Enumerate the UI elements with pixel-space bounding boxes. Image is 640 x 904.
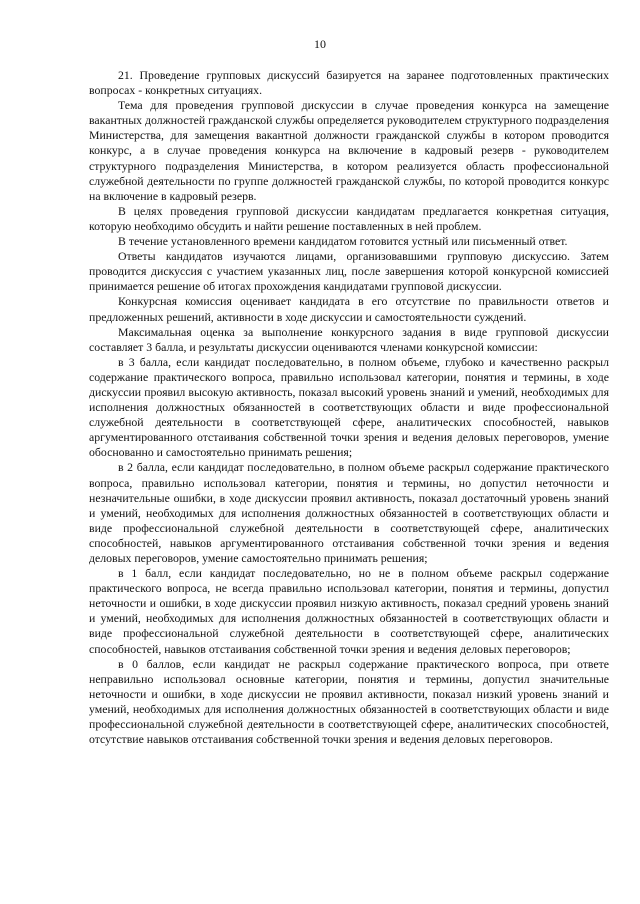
paragraph-review: Ответы кандидатов изучаются лицами, организовавшими групповую дискуссию. Затем проводится дискуссия с участием указанных лиц, после завершения которой конкурсной комиссией принимается решение об итогах прохождения кандидатами групповой дискуссии. [89,249,609,294]
paragraph-score-2: в 2 балла, если кандидат последовательно, в полном объеме раскрыл содержание практического вопроса, правильно использовал категории, понятия и термины, но допустил неточности и незначительные ошибки, в ходе дискуссии проявил активность, показал достаточный уровень знаний и умений, необходимых для исполнения должностных обязанностей в соответствующих области и виде профессиональной служебной деятельности в соответствующей сфере, аналитических способностей, навыков аргументированного отстаивания собственной точки зрения и ведения деловых переговоров, умение самостоятельно принимать решения; [89,460,609,565]
page-number: 10 [314,37,326,51]
paragraph-evaluation: Конкурсная комиссия оценивает кандидата в его отсутствие по правильности ответов и предложенных решений, активности в ходе дискуссии и самостоятельности суждений. [89,294,609,324]
document-body [89,68,609,747]
paragraph-answer: В течение установленного времени кандидатом готовится устный или письменный ответ. [118,234,568,249]
paragraph-21-intro: 21. Проведение групповых дискуссий базируется на заранее подготовленных практических вопросах - конкретных ситуациях. [89,68,609,98]
paragraph-topic: Тема для проведения групповой дискуссии в случае проведения конкурса на замещение вакантных должностей гражданской службы определяется руководителем структурного подразделения Министерства, для замещения вакантной должности гражданской службы в котором проводится конкурс, а в случае проведения конкурса на включение в кадровый резерв - руководителем структурного подразделения Министерства, в котором реализуется область профессиональной служебной деятельности по группе должностей гражданской службы, по которой проводится конкурс на включение в кадровый резерв. [89,98,609,203]
paragraph-score-0: в 0 баллов, если кандидат не раскрыл содержание практического вопроса, при ответе неправильно использовал основные категории, понятия и термины, допустил значительные неточности и ошибки, в ходе дискуссии не проявил активности, показал низкий уровень знаний и умений, необходимых для исполнения должностных обязанностей в соответствующих области и виде профессиональной служебной деятельности в соответствующей сфере, аналитических способностей, отсутствие навыков отстаивания собственной точки зрения и ведения деловых переговоров. [89,656,609,747]
paragraph-score-1: в 1 балл, если кандидат последовательно, но не в полном объеме раскрыл содержание практического вопроса, не всегда правильно использовал категории, понятия и термины, допустил неточности и ошибки, в ходе дискуссии проявил низкую активность, показал средний уровень знаний и умений, необходимых для исполнения должностных обязанностей в соответствующих области и виде профессиональной служебной деятельности в соответствующей сфере, аналитических способностей, навыков отстаивания собственной точки зрения и ведения деловых переговоров; [89,566,609,656]
paragraph-situation: В целях проведения групповой дискуссии кандидатам предлагается конкретная ситуация, которую необходимо обсудить и найти решение поставленных в ней проблем. [89,203,609,233]
paragraph-max-score: Максимальная оценка за выполнение конкурсного задания в виде групповой дискуссии составляет 3 балла, и результаты дискуссии оцениваются членами конкурсной комиссии: [89,324,609,354]
paragraph-score-3: в 3 балла, если кандидат последовательно, в полном объеме, глубоко и качественно раскрыл содержание практического вопроса, правильно использовал категории, понятия и термины, в ходе дискуссии проявил высокую активность, показал высокий уровень знаний и умений, необходимых для исполнения должностных обязанностей в соответствующих области и виде профессиональной служебной деятельности в соответствующей сфере, аналитических способностей, навыков аргументированного отстаивания собственной точки зрения и ведения деловых переговоров, умение обоснованно и самостоятельно принимать решения; [89,354,609,460]
